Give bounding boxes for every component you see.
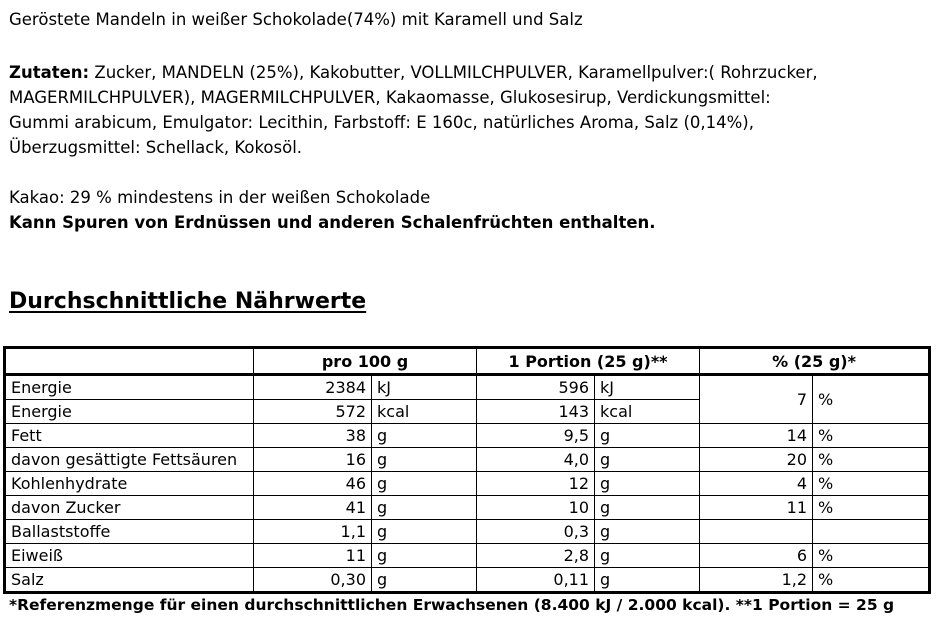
nutrient-name: Kohlenhydrate: [5, 472, 254, 496]
value-per-portion: 10: [477, 496, 595, 520]
nutrition-heading: Durchschnittliche Nährwerte: [9, 289, 367, 314]
value-per-100g: 572: [254, 400, 372, 424]
value-per-portion: 0,11: [477, 568, 595, 593]
ingredients-line-4: Überzugsmittel: Schellack, Kokosöl.: [9, 138, 303, 157]
percent-value: 4: [700, 472, 813, 496]
table-row: [5, 568, 930, 593]
value-per-100g: 38: [254, 424, 372, 448]
nutrient-name: Salz: [5, 568, 254, 593]
value-per-portion: 9,5: [477, 424, 595, 448]
header-percent-ri: % (25 g)*: [700, 348, 930, 375]
percent-value: 14: [700, 424, 813, 448]
unit-per-100g: g: [372, 424, 477, 448]
value-per-portion: 596: [477, 375, 595, 400]
allergy-warning: Kann Spuren von Erdnüssen und anderen Schalenfrüchten enthalten.: [9, 213, 656, 232]
header-nutrient: [5, 348, 254, 375]
value-per-portion: 143: [477, 400, 595, 424]
unit-per-100g: g: [372, 472, 477, 496]
table-row: [5, 520, 930, 544]
energy-percent-unit: %: [813, 375, 930, 424]
percent-unit: %: [813, 424, 930, 448]
unit-per-100g: kcal: [372, 400, 477, 424]
value-per-100g: 2384: [254, 375, 372, 400]
ingredients-label: Zutaten:: [9, 63, 90, 82]
percent-unit: %: [813, 496, 930, 520]
percent-value: 11: [700, 496, 813, 520]
value-per-100g: 1,1: [254, 520, 372, 544]
footnote: *Referenzmenge für einen durchschnittlichen Erwachsenen (8.400 kJ / 2.000 kcal). **1 Portion = 25 g: [9, 596, 895, 614]
value-per-100g: 41: [254, 496, 372, 520]
header-per-100g: pro 100 g: [254, 348, 477, 375]
energy-percent-value: 7: [700, 375, 813, 424]
unit-per-100g: g: [372, 544, 477, 568]
value-per-portion: 2,8: [477, 544, 595, 568]
unit-per-portion: g: [595, 472, 700, 496]
percent-value: [700, 520, 813, 544]
nutrient-name: davon gesättigte Fettsäuren: [5, 448, 254, 472]
nutrition-table: [3, 346, 931, 594]
percent-value: 6: [700, 544, 813, 568]
unit-per-100g: g: [372, 448, 477, 472]
table-row: [5, 496, 930, 520]
nutrient-name: Eiweiß: [5, 544, 254, 568]
unit-per-portion: g: [595, 520, 700, 544]
percent-value: 20: [700, 448, 813, 472]
unit-per-100g: g: [372, 496, 477, 520]
nutrient-name: Fett: [5, 424, 254, 448]
table-header-row: [5, 348, 930, 375]
ingredients-text-1: Zucker, MANDELN (25%), Kakobutter, VOLLMILCHPULVER, Karamellpulver:( Rohrzucker,: [89, 63, 818, 82]
percent-value: 1,2: [700, 568, 813, 593]
percent-unit: %: [813, 568, 930, 593]
unit-per-100g: kJ: [372, 375, 477, 400]
ingredients-line-3: Gummi arabicum, Emulgator: Lecithin, Farbstoff: E 160c, natürliches Aroma, Salz (0,14%),: [9, 113, 754, 132]
header-per-portion: 1 Portion (25 g)**: [477, 348, 700, 375]
ingredients-line-2: MAGERMILCHPULVER), MAGERMILCHPULVER, Kakaomasse, Glukosesirup, Verdickungsmittel:: [9, 88, 771, 107]
value-per-portion: 0,3: [477, 520, 595, 544]
product-title: Geröstete Mandeln in weißer Schokolade(74%) mit Karamell und Salz: [9, 10, 583, 29]
nutrient-name: davon Zucker: [5, 496, 254, 520]
unit-per-portion: g: [595, 544, 700, 568]
unit-per-100g: g: [372, 568, 477, 593]
value-per-100g: 11: [254, 544, 372, 568]
table-row: [5, 375, 930, 400]
table-row: [5, 448, 930, 472]
table-row: [5, 424, 930, 448]
nutrient-name: Ballaststoffe: [5, 520, 254, 544]
percent-unit: %: [813, 544, 930, 568]
unit-per-portion: kJ: [595, 375, 700, 400]
ingredients-line-1: [9, 60, 818, 85]
percent-unit: %: [813, 448, 930, 472]
percent-unit: [813, 520, 930, 544]
value-per-100g: 0,30: [254, 568, 372, 593]
unit-per-portion: kcal: [595, 400, 700, 424]
value-per-100g: 46: [254, 472, 372, 496]
value-per-portion: 12: [477, 472, 595, 496]
unit-per-100g: g: [372, 520, 477, 544]
table-row: [5, 544, 930, 568]
table-row: [5, 472, 930, 496]
percent-unit: %: [813, 472, 930, 496]
unit-per-portion: g: [595, 496, 700, 520]
cocoa-content: Kakao: 29 % mindestens in der weißen Schokolade: [9, 188, 431, 207]
value-per-100g: 16: [254, 448, 372, 472]
nutrient-name: Energie: [5, 375, 254, 400]
unit-per-portion: g: [595, 448, 700, 472]
value-per-portion: 4,0: [477, 448, 595, 472]
unit-per-portion: g: [595, 424, 700, 448]
nutrient-name: Energie: [5, 400, 254, 424]
unit-per-portion: g: [595, 568, 700, 593]
